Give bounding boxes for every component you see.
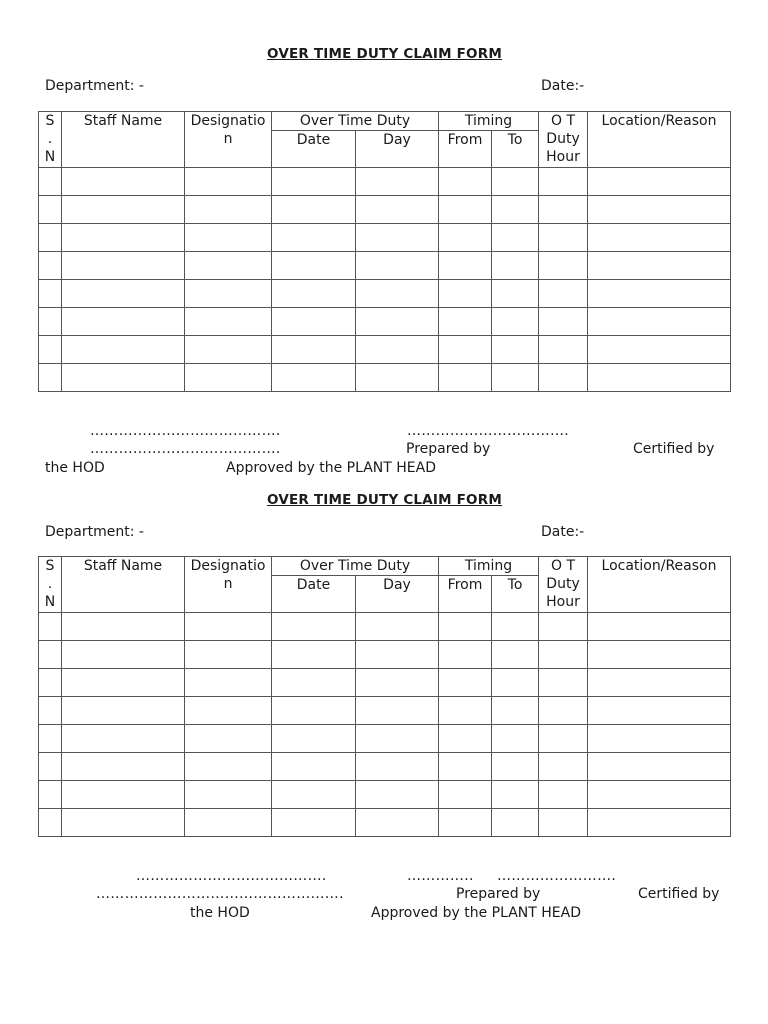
table-row — [39, 308, 731, 336]
table-cell[interactable] — [185, 641, 272, 669]
table-cell[interactable] — [539, 613, 588, 641]
table-cell[interactable] — [439, 613, 492, 641]
table-cell[interactable] — [539, 308, 588, 336]
table-cell[interactable] — [62, 224, 185, 252]
table-cell[interactable] — [539, 280, 588, 308]
table-cell[interactable] — [39, 168, 62, 196]
table-cell[interactable] — [588, 753, 731, 781]
table-cell[interactable] — [356, 781, 439, 809]
table-cell[interactable] — [356, 196, 439, 224]
table-cell[interactable] — [356, 252, 439, 280]
header-day: Day — [356, 576, 439, 613]
table-cell[interactable] — [356, 224, 439, 252]
table-cell[interactable] — [492, 224, 539, 252]
table-cell[interactable] — [185, 669, 272, 697]
table-cell[interactable] — [185, 224, 272, 252]
table-cell[interactable] — [39, 196, 62, 224]
table-row — [39, 196, 731, 224]
table-cell[interactable] — [492, 725, 539, 753]
table-cell[interactable] — [39, 753, 62, 781]
table-cell[interactable] — [539, 252, 588, 280]
table-cell[interactable] — [272, 196, 356, 224]
table-cell[interactable] — [62, 280, 185, 308]
table-cell[interactable] — [588, 252, 731, 280]
table-cell[interactable] — [588, 669, 731, 697]
table-cell[interactable] — [272, 725, 356, 753]
table-cell[interactable] — [356, 809, 439, 837]
table-cell[interactable] — [272, 753, 356, 781]
table-cell[interactable] — [39, 336, 62, 364]
form-title: OVER TIME DUTY CLAIM FORM — [267, 46, 502, 62]
approved-by-label: Approved by the PLANT HEAD — [226, 460, 436, 476]
header-day: Day — [356, 131, 439, 168]
table-cell[interactable] — [185, 613, 272, 641]
header-sn: S . N — [39, 557, 62, 613]
table-cell[interactable] — [539, 224, 588, 252]
table-cell[interactable] — [439, 809, 492, 837]
table-cell[interactable] — [356, 280, 439, 308]
table-cell[interactable] — [272, 280, 356, 308]
table-row — [39, 364, 731, 392]
table-cell[interactable] — [272, 809, 356, 837]
table-cell[interactable] — [62, 308, 185, 336]
table-row — [39, 252, 731, 280]
table-cell[interactable] — [62, 613, 185, 641]
table-cell[interactable] — [439, 252, 492, 280]
hod-label: the HOD — [45, 460, 105, 476]
table-cell[interactable] — [62, 364, 185, 392]
table-cell[interactable] — [439, 364, 492, 392]
table-cell[interactable] — [439, 280, 492, 308]
table-cell[interactable] — [539, 781, 588, 809]
header-staff-name: Staff Name — [62, 557, 185, 613]
table-cell[interactable] — [588, 781, 731, 809]
table-cell[interactable] — [185, 280, 272, 308]
table-cell[interactable] — [492, 641, 539, 669]
table-cell[interactable] — [272, 224, 356, 252]
signature-dots: ……………………………………………. — [96, 886, 344, 902]
table-cell[interactable] — [62, 725, 185, 753]
certified-by-label: Certified by — [633, 441, 715, 457]
table-cell[interactable] — [492, 364, 539, 392]
table-cell[interactable] — [539, 336, 588, 364]
table-cell[interactable] — [492, 669, 539, 697]
table-cell[interactable] — [62, 336, 185, 364]
header-sn: S . N — [39, 112, 62, 168]
table-cell[interactable] — [588, 809, 731, 837]
table-cell[interactable] — [272, 669, 356, 697]
header-designation: Designatio n — [185, 112, 272, 168]
table-cell[interactable] — [39, 809, 62, 837]
table-cell[interactable] — [588, 641, 731, 669]
table-cell[interactable] — [185, 809, 272, 837]
table-cell[interactable] — [492, 168, 539, 196]
table-cell[interactable] — [185, 168, 272, 196]
table-cell[interactable] — [492, 613, 539, 641]
header-overtime-duty: Over Time Duty — [272, 112, 439, 131]
table-cell[interactable] — [272, 641, 356, 669]
table-cell[interactable] — [492, 196, 539, 224]
certified-by-label: Certified by — [638, 886, 720, 902]
date-label: Date:- — [541, 524, 585, 540]
table-cell[interactable] — [272, 613, 356, 641]
table-cell[interactable] — [272, 308, 356, 336]
signature-dots: …………………………………. — [136, 868, 327, 884]
table-cell[interactable] — [185, 697, 272, 725]
table-cell[interactable] — [588, 336, 731, 364]
table-cell[interactable] — [39, 641, 62, 669]
table-cell[interactable] — [539, 725, 588, 753]
table-row — [39, 697, 731, 725]
signature-dots: ………….. — [407, 868, 474, 884]
date-label: Date:- — [541, 78, 585, 94]
table-cell[interactable] — [185, 196, 272, 224]
table-cell[interactable] — [539, 809, 588, 837]
signature-dots: …………………………………. — [90, 423, 281, 439]
header-from: From — [439, 131, 492, 168]
header-to: To — [492, 576, 539, 613]
approved-by-label: Approved by the PLANT HEAD — [371, 905, 581, 921]
table-cell[interactable] — [356, 336, 439, 364]
table-cell[interactable] — [39, 781, 62, 809]
signature-dots: …………………………………. — [90, 441, 281, 457]
header-timing: Timing — [439, 112, 539, 131]
signature-dots: ……………………………. — [407, 423, 570, 439]
table-cell[interactable] — [439, 641, 492, 669]
table-cell[interactable] — [492, 809, 539, 837]
table-cell[interactable] — [439, 697, 492, 725]
table-cell[interactable] — [272, 168, 356, 196]
table-cell[interactable] — [439, 725, 492, 753]
table-cell[interactable] — [539, 364, 588, 392]
table-cell[interactable] — [439, 168, 492, 196]
table-row — [39, 725, 731, 753]
table-cell[interactable] — [62, 781, 185, 809]
table-cell[interactable] — [439, 224, 492, 252]
table-cell[interactable] — [62, 697, 185, 725]
table-cell[interactable] — [356, 697, 439, 725]
table-cell[interactable] — [539, 168, 588, 196]
table-cell[interactable] — [588, 196, 731, 224]
header-from: From — [439, 576, 492, 613]
table-cell[interactable] — [185, 753, 272, 781]
table-cell[interactable] — [272, 364, 356, 392]
header-date: Date — [272, 131, 356, 168]
table-cell[interactable] — [272, 781, 356, 809]
table-cell[interactable] — [62, 669, 185, 697]
table-cell[interactable] — [272, 697, 356, 725]
table-row — [39, 753, 731, 781]
table-row — [39, 641, 731, 669]
table-cell[interactable] — [588, 224, 731, 252]
table-cell[interactable] — [356, 613, 439, 641]
table-cell[interactable] — [39, 224, 62, 252]
table-cell[interactable] — [588, 280, 731, 308]
table-row — [39, 669, 731, 697]
form-title: OVER TIME DUTY CLAIM FORM — [267, 492, 502, 508]
table-cell[interactable] — [185, 308, 272, 336]
header-date: Date — [272, 576, 356, 613]
table-cell[interactable] — [39, 613, 62, 641]
table-cell[interactable] — [39, 280, 62, 308]
table-cell[interactable] — [492, 781, 539, 809]
table-cell[interactable] — [356, 725, 439, 753]
table-cell[interactable] — [62, 252, 185, 280]
table-cell[interactable] — [492, 336, 539, 364]
table-row — [39, 224, 731, 252]
table-cell[interactable] — [39, 669, 62, 697]
table-cell[interactable] — [272, 252, 356, 280]
table-cell[interactable] — [39, 364, 62, 392]
table-cell[interactable] — [492, 280, 539, 308]
table-cell[interactable] — [39, 725, 62, 753]
header-to: To — [492, 131, 539, 168]
prepared-by-label: Prepared by — [456, 886, 541, 902]
table-cell[interactable] — [539, 753, 588, 781]
hod-label: the HOD — [190, 905, 250, 921]
table-cell[interactable] — [492, 308, 539, 336]
header-ot-duty-hour: O T Duty Hour — [539, 112, 588, 168]
table-row — [39, 336, 731, 364]
header-ot-duty-hour: O T Duty Hour — [539, 557, 588, 613]
table-row — [39, 280, 731, 308]
table-cell[interactable] — [39, 697, 62, 725]
table-cell[interactable] — [356, 641, 439, 669]
table-cell[interactable] — [492, 252, 539, 280]
table-cell[interactable] — [588, 168, 731, 196]
table-cell[interactable] — [62, 168, 185, 196]
header-location-reason: Location/Reason — [588, 557, 731, 613]
table-cell[interactable] — [62, 753, 185, 781]
table-cell[interactable] — [492, 753, 539, 781]
table-cell[interactable] — [588, 697, 731, 725]
table-cell[interactable] — [356, 753, 439, 781]
table-cell[interactable] — [272, 336, 356, 364]
table-cell[interactable] — [439, 336, 492, 364]
table-cell[interactable] — [439, 196, 492, 224]
table-cell[interactable] — [539, 196, 588, 224]
department-label: Department: - — [45, 524, 144, 540]
table-cell[interactable] — [492, 697, 539, 725]
table-row — [39, 168, 731, 196]
table-cell[interactable] — [39, 252, 62, 280]
table-cell[interactable] — [62, 641, 185, 669]
table-cell[interactable] — [356, 669, 439, 697]
table-cell[interactable] — [588, 613, 731, 641]
table-cell[interactable] — [539, 641, 588, 669]
prepared-by-label: Prepared by — [406, 441, 491, 457]
header-designation: Designatio n — [185, 557, 272, 613]
table-cell[interactable] — [185, 725, 272, 753]
department-label: Department: - — [45, 78, 144, 94]
table-cell[interactable] — [588, 364, 731, 392]
overtime-table — [38, 111, 731, 392]
table-cell[interactable] — [185, 252, 272, 280]
table-cell[interactable] — [185, 364, 272, 392]
table-cell[interactable] — [356, 308, 439, 336]
header-staff-name: Staff Name — [62, 112, 185, 168]
table-row — [39, 781, 731, 809]
table-cell[interactable] — [356, 364, 439, 392]
table-cell[interactable] — [439, 781, 492, 809]
table-row — [39, 809, 731, 837]
table-cell[interactable] — [439, 308, 492, 336]
table-cell[interactable] — [539, 669, 588, 697]
header-overtime-duty: Over Time Duty — [272, 557, 439, 576]
table-cell[interactable] — [185, 781, 272, 809]
table-cell[interactable] — [185, 336, 272, 364]
header-location-reason: Location/Reason — [588, 112, 731, 168]
table-cell[interactable] — [439, 669, 492, 697]
table-cell[interactable] — [588, 308, 731, 336]
table-cell[interactable] — [588, 725, 731, 753]
table-cell[interactable] — [39, 308, 62, 336]
header-timing: Timing — [439, 557, 539, 576]
table-row — [39, 613, 731, 641]
table-cell[interactable] — [356, 168, 439, 196]
signature-dots: ……………………. — [497, 868, 617, 884]
table-cell[interactable] — [439, 753, 492, 781]
table-cell[interactable] — [62, 809, 185, 837]
table-cell[interactable] — [62, 196, 185, 224]
table-cell[interactable] — [539, 697, 588, 725]
overtime-table — [38, 556, 731, 837]
